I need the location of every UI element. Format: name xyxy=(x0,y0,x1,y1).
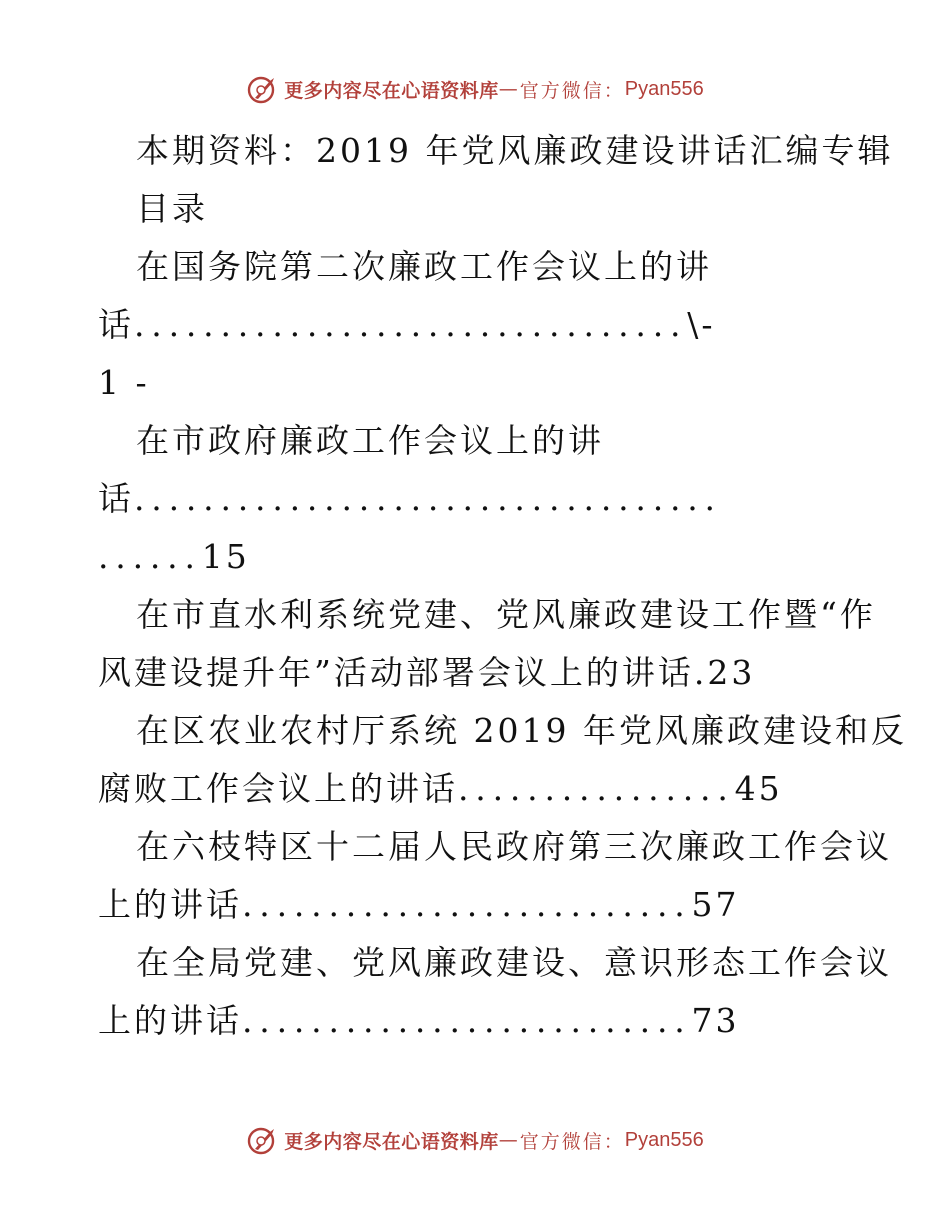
toc-entry-2-dots-cont: ...... xyxy=(98,537,202,576)
toc-entry-2-dots: .................................. xyxy=(134,479,722,518)
toc-entry-2-title-end: 话 xyxy=(98,479,134,518)
toc-entry-3-leader xyxy=(98,644,858,702)
watermark-wechat-id: Pyan556 xyxy=(624,1128,704,1151)
toc-entry-5-page: 57 xyxy=(691,885,740,924)
bottom-watermark xyxy=(0,1123,950,1157)
toc-entry-1-title: 在国务院第二次廉政工作会议上的讲 xyxy=(136,247,712,286)
toc-entry-2-leader xyxy=(98,470,858,528)
document-heading: 本期资料：2019 年党风廉政建设讲话汇编专辑 xyxy=(136,131,894,170)
toc-entry-4-title: 在区农业农村厅系统 2019 年党风廉政建设和反 xyxy=(136,711,907,750)
toc-entry-2-page-line xyxy=(98,528,858,586)
toc-entry-5-leader xyxy=(98,876,858,934)
toc-entry-5-dots: .......................... xyxy=(242,885,692,924)
watermark-dash: — xyxy=(498,1129,518,1151)
watermark-label: 官方微信： xyxy=(519,1130,625,1153)
watermark-brand: 更多内容尽在心语资料库 xyxy=(284,1130,499,1153)
toc-entry-6-leader xyxy=(98,992,858,1050)
watermark-dash: — xyxy=(498,78,518,100)
toc-entry-1-dots: ................................ xyxy=(134,305,688,344)
toc-entry-4-dots: ................ xyxy=(458,769,735,808)
toc-entry-6-title-end: 上的讲话 xyxy=(98,1001,242,1040)
toc-entry-5-title-end: 上的讲话 xyxy=(98,885,242,924)
toc-entry-4-page: 45 xyxy=(734,769,783,808)
toc-entry-6-page: 73 xyxy=(691,1001,740,1040)
toc-entry-2-title: 在市政府廉政工作会议上的讲 xyxy=(136,421,604,460)
toc-entry-1-page: 1 - xyxy=(98,363,150,402)
toc-entry-6-dots: .......................... xyxy=(242,1001,692,1040)
toc-entry-6-title: 在全局党建、党风廉政建设、意识形态工作会议 xyxy=(136,943,892,982)
toc-entry-3-dots: . xyxy=(693,653,708,692)
watermark-label: 官方微信： xyxy=(519,79,625,102)
toc-entry-4-title-end: 腐败工作会议上的讲话 xyxy=(98,769,458,808)
toc-entry-1-tail: \- xyxy=(687,305,716,344)
toc-entry-3-title: 在市直水利系统党建、党风廉政建设工作暨“作 xyxy=(136,595,876,634)
document-body xyxy=(98,122,907,1050)
toc-entry-2-page: 15 xyxy=(201,537,250,576)
toc-entry-3-page: 23 xyxy=(707,653,756,692)
toc-entry-5-title: 在六枝特区十二届人民政府第三次廉政工作会议 xyxy=(136,827,892,866)
toc-entry-1-title-end: 话 xyxy=(98,305,134,344)
toc-entry-4-leader xyxy=(98,760,858,818)
watermark-brand: 更多内容尽在心语资料库 xyxy=(284,79,499,102)
quill-pen-logo-icon xyxy=(246,1123,280,1157)
toc-entry-3-title-end: 风建设提升年”活动部署会议上的讲话 xyxy=(98,653,694,692)
top-watermark xyxy=(0,72,950,106)
watermark-wechat-id: Pyan556 xyxy=(624,77,704,100)
toc-entry-1-leader xyxy=(98,296,858,354)
quill-pen-logo-icon xyxy=(246,72,280,106)
toc-title: 目录 xyxy=(136,189,208,228)
